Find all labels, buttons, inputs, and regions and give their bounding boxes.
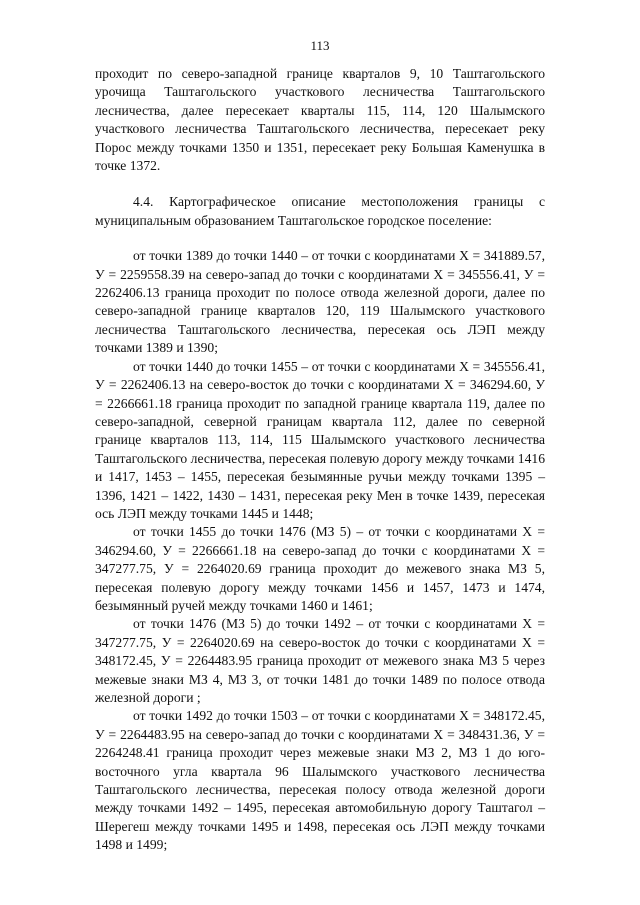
paragraph-continuation: проходит по северо-западной границе кварталов 9, 10 Таштагольского урочища Таштагольского участкового лесничества Таштагольского лесничества, далее пересекает кварталы 115, 114, 120 Шалымского участкового лесничества Таштагольского лесничества, пересекает реку Порос между точками 1350 и 1351, пересекает реку Большая Каменушка в точке 1372. xyxy=(95,66,545,174)
paragraph-segment-1476-1492: от точки 1476 (МЗ 5) до точки 1492 – от точки с координатами Х = 347277.75, У = 2264020.69 на северо-восток до точки с координатами Х = 348172.45, У = 2264483.95 граница проходит от межевого знака МЗ 5 через межевые знаки МЗ 4, МЗ 3, от точки 1481 до точки 1489 по полосе отвода железной дороги ; xyxy=(95,616,545,705)
paragraph-segment-1492-1503: от точки 1492 до точки 1503 – от точки с координатами Х = 348172.45, У = 2264483.95 на северо-запад до точки с координатами Х = 348431.36, У = 2264248.41 граница проходит через межевые знаки МЗ 2, МЗ 1 до юго-восточного угла квартала 96 Шалымского участкового лесничества Таштагольского лесничества, пересекая полосу отвода железной дороги между точками 1492 – 1495, пересекая автомобильную дорогу Таштагол – Шерегеш между точками 1495 и 1498, пересекая ось ЛЭП между точками 1498 и 1499; xyxy=(95,708,545,853)
document-body xyxy=(95,65,545,855)
section-heading-4-4: 4.4. Картографическое описание местоположения границы с муниципальным образованием Таштагольское городское поселение: xyxy=(95,194,545,228)
page-number: 113 xyxy=(310,38,330,53)
paragraph-segment-1389-1440: от точки 1389 до точки 1440 – от точки с координатами Х = 341889.57, У = 2259558.39 на северо-запад до точки с координатами Х = 345556.41, У = 2262406.13 граница проходит по полосе отвода железной дороги, далее по северо-западной границе кварталов 120, 119 Шалымского участкового лесничества Таштагольского лесничества, пересекая ось ЛЭП между точками 1389 и 1390; xyxy=(95,248,545,356)
paragraph-segment-1455-1476: от точки 1455 до точки 1476 (МЗ 5) – от точки с координатами Х = 346294.60, У = 2266661.18 на северо-запад до точки с координатами Х = 347277.75, У = 2264020.69 граница проходит до межевого знака МЗ 5, пересекая полевую дорогу между точками 1456 и 1457, 1473 и 1474, безымянный ручей между точками 1460 и 1461; xyxy=(95,524,545,613)
paragraph-segment-1440-1455: от точки 1440 до точки 1455 – от точки с координатами Х = 345556.41, У = 2262406.13 на северо-восток до точки с координатами Х = 346294.60, У = 2266661.18 граница проходит по западной границе квартала 119, далее по северо-западной, северной границам квартала 112, далее по северной границе кварталов 113, 114, 115 Шалымского участкового лесничества Таштагольского лесничества, пересекая полевую дорогу между точками 1416 и 1417, 1453 – 1455, пересекая безымянные ручьи между точками 1395 – 1396, 1421 – 1422, 1430 – 1431, пересекая реку Мен в точке 1439, пересекая ось ЛЭП между точками 1445 и 1448; xyxy=(95,358,545,521)
